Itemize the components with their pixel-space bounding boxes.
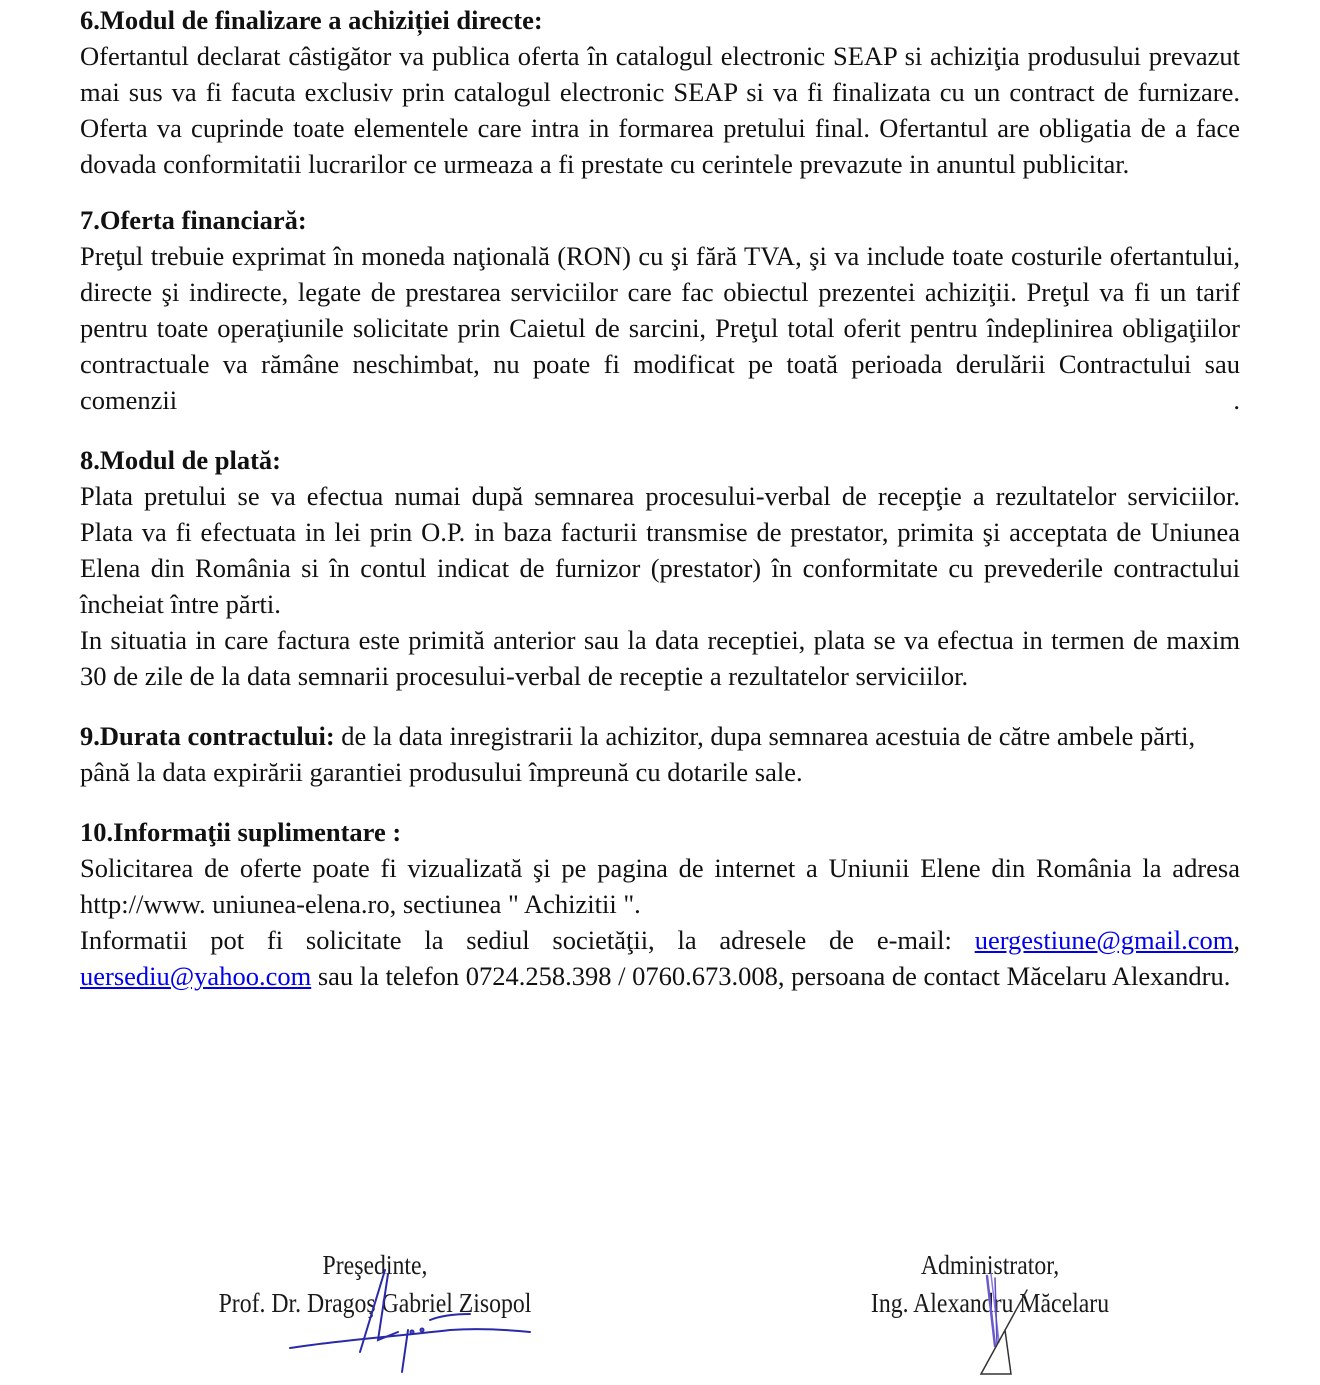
contact-suffix: sau la telefon 0724.258.398 / 0760.673.008, persoana de contact Măcelaru Alexandru.: [311, 961, 1231, 991]
section-paragraph: Plata pretului se va efectua numai după semnarea procesului-verbal de recepţie a rezultatelor serviciilor. Plata va fi efectuata in lei prin O.P. in baza facturii transmise de prestator, primita şi acceptata de Uniunea Elena din România si în contul indicat de furnizor (prestator) în conformitate cu prevederile contractului încheiat între părti.: [80, 481, 1240, 619]
section-heading: 10.Informaţii suplimentare :: [80, 817, 402, 847]
section-6-finalizare: [80, 2, 1240, 182]
section-paragraph: In situatia in care factura este primită anterior sau la data receptiei, plata se va efectua in termen de maxim 30 de zile de la data semnarii procesului-verbal de receptie a rezultatelor serviciilor.: [80, 625, 1240, 691]
signature-name: Ing. Alexandru Măcelaru: [870, 1288, 1110, 1318]
section-paragraph: Preţul trebuie exprimat în moneda naţională (RON) cu şi fără TVA, şi va include toate costurile ofertantului, directe şi indirecte, legate de prestarea serviciilor care fac obiectul prezentei achiziţii. Preţul va fi un tarif pentru toate operaţiunile solicitate prin Caietul de sarcini, Preţul total oferit pentru îndeplinirea obligaţiilor contractuale va rămâne neschimbat, nu poate fi modificat pe toată perioada derulării Contractului sau comenzii .: [80, 241, 1240, 415]
section-9-durata-contract: [80, 718, 1240, 790]
signature-block-administrator: [832, 1246, 1149, 1322]
section-heading: 8.Modul de plată:: [80, 445, 281, 475]
contact-separator: ,: [1233, 925, 1240, 955]
section-heading: 9.Durata contractului:: [80, 721, 335, 751]
section-paragraph: Solicitarea de oferte poate fi vizualizată şi pe pagina de internet a Uniunii Elene din România la adresa http://www. uniunea-elena.ro, sectiunea " Achizitii ".: [80, 853, 1240, 919]
signature-block-president: [177, 1246, 573, 1322]
section-7-oferta-financiara: [80, 202, 1240, 418]
section-heading: 6.Modul de finalizare a achiziției directe:: [80, 5, 543, 35]
signature-name: Prof. Dr. Dragoş Gabriel Zisopol: [218, 1288, 532, 1318]
document-page: [80, 0, 1240, 994]
email-link-yahoo[interactable]: uersediu@yahoo.com: [80, 961, 312, 991]
signature-title: Administrator,: [920, 1250, 1060, 1280]
section-text: de la data inregistrarii la achizitor, dupa semnarea acestuia de către ambele părti, până la data expirării garantiei produsului împreună cu dotarile sale.: [80, 721, 1196, 787]
signature-title: Preşedinte,: [322, 1250, 428, 1280]
email-link-gmail[interactable]: uergestiune@gmail.com: [974, 925, 1234, 955]
contact-paragraph: [80, 922, 1240, 994]
contact-prefix: Informatii pot fi solicitate la sediul societăţii, la adresele de e-mail:: [80, 925, 975, 955]
section-heading: 7.Oferta financiară:: [80, 205, 307, 235]
section-paragraph: Ofertantul declarat câstigător va publica oferta în catalogul electronic SEAP si achiziţia produsului prevazut mai sus va fi facuta exclusiv prin catalogul electronic SEAP si va fi finalizata cu un contract de furnizare. Oferta va cuprinde toate elementele care intra in formarea pretului final. Ofertantul are obligatia de a face dovada conformitatii lucrarilor ce urmeaza a fi prestate cu cerintele prevazute in anuntul publicitar.: [80, 41, 1240, 179]
section-8-modul-plata: [80, 442, 1240, 694]
section-10-informatii-suplimentare: [80, 814, 1240, 994]
